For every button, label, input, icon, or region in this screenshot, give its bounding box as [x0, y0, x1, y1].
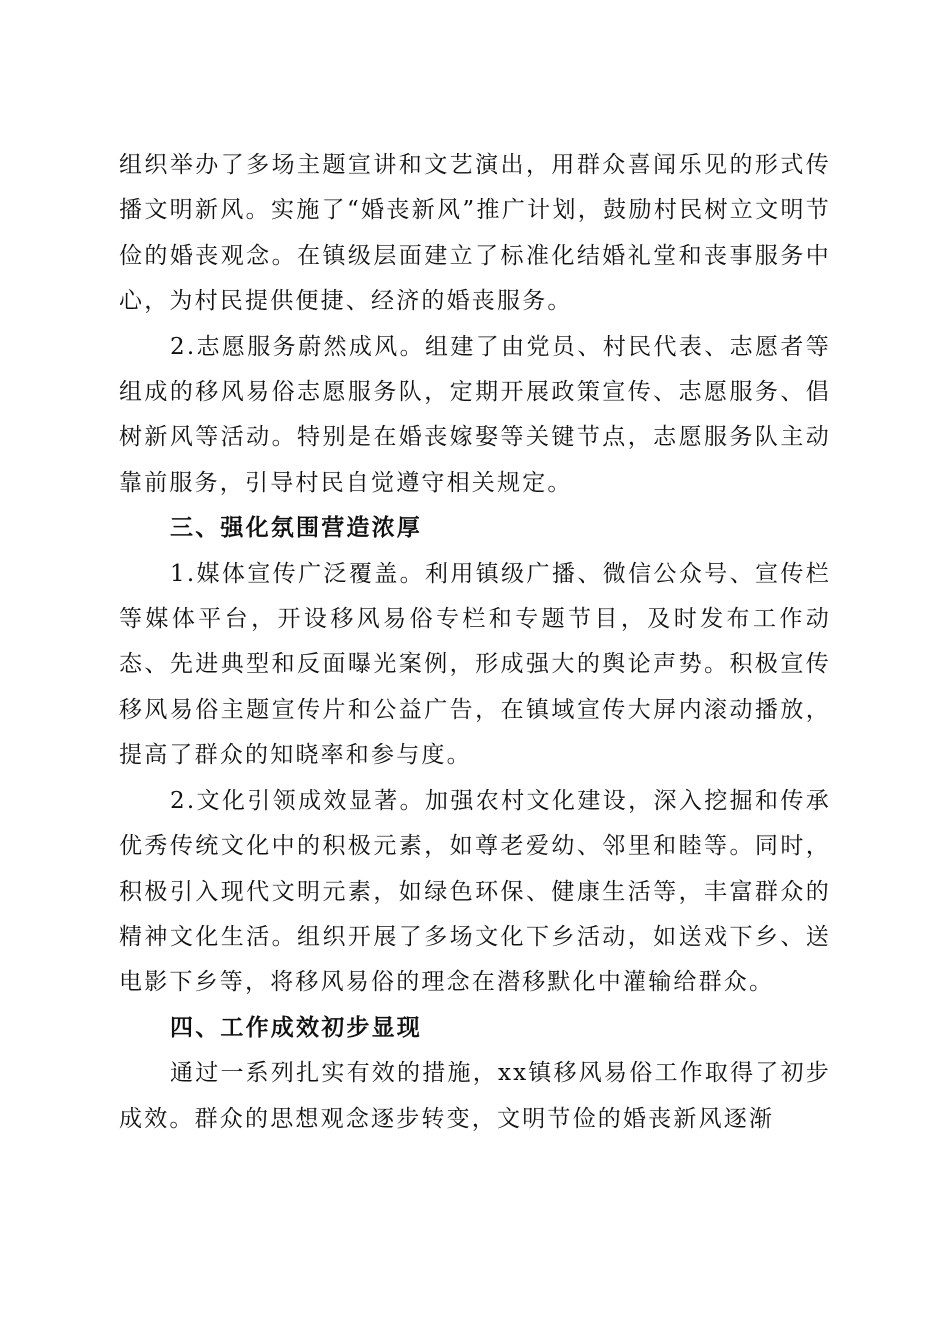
- section-heading-3: 三、强化氛围营造浓厚: [170, 515, 422, 542]
- paragraph-initial-results: 通过一系列扎实有效的措施，xx镇移风易俗工作取得了初步成效。群众的思想观念逐步转变，文明节俭的婚丧新风逐渐: [119, 1060, 831, 1132]
- paragraph-media-publicity: 1.媒体宣传广泛覆盖。利用镇级广播、微信公众号、宣传栏等媒体平台，开设移风易俗专栏和专题节目，及时发布工作动态、先进典型和反面曝光案例，形成强大的舆论声势。积极宣传移风易俗主题宣传片和公益广告，在镇域宣传大屏内滚动播放，提高了群众的知晓率和参与度。: [119, 560, 831, 769]
- document-body: [119, 143, 831, 1142]
- paragraph-volunteer-service: 2.志愿服务蔚然成风。组建了由党员、村民代表、志愿者等组成的移风易俗志愿服务队，定期开展政策宣传、志愿服务、倡树新风等活动。特别是在婚丧嫁娶等关键节点，志愿服务队主动靠前服务，引导村民自觉遵守相关规定。: [119, 333, 831, 496]
- section-heading-4: 四、工作成效初步显现: [170, 1014, 422, 1041]
- paragraph-wedding-funeral-reform: 组织举办了多场主题宣讲和文艺演出，用群众喜闻乐见的形式传播文明新风。实施了“婚丧新风”推广计划，鼓励村民树立文明节俭的婚丧观念。在镇级层面建立了标准化结婚礼堂和丧事服务中心，为村民提供便捷、经济的婚丧服务。: [119, 152, 831, 315]
- paragraph-cultural-guidance: 2.文化引领成效显著。加强农村文化建设，深入挖掘和传承优秀传统文化中的积极元素，如尊老爱幼、邻里和睦等。同时，积极引入现代文明元素，如绿色环保、健康生活等，丰富群众的精神文化生活。组织开展了多场文化下乡活动，如送戏下乡、送电影下乡等，将移风易俗的理念在潜移默化中灌输给群众。: [119, 787, 831, 996]
